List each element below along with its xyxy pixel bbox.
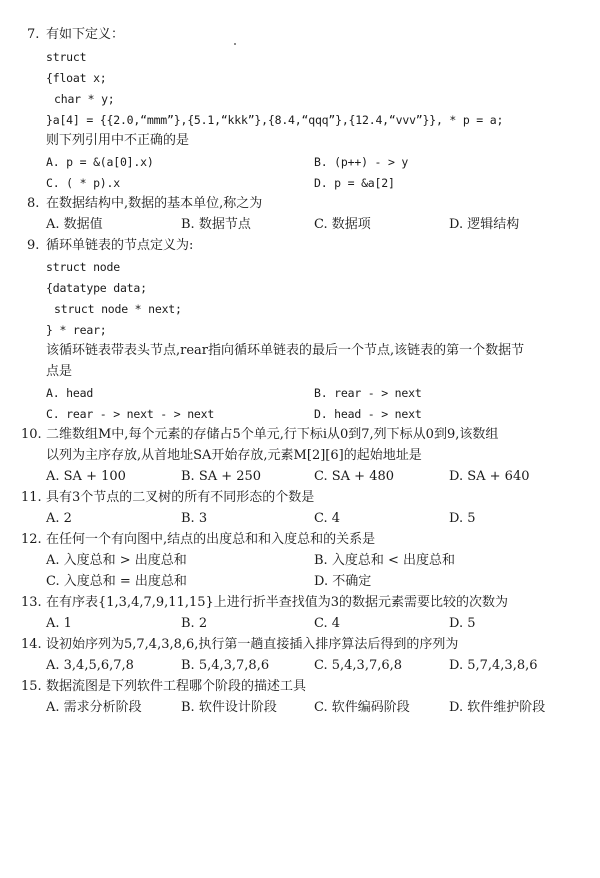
q14-stem: 设初始序列为5,7,4,3,8,6,执行第一趟直接插入排序算法后得到的序列为: [46, 637, 459, 652]
q15-number: 15.: [21, 679, 42, 694]
q7-stem: 有如下定义：: [46, 27, 125, 42]
q14-option-b: B. 5,4,3,7,8,6: [181, 658, 270, 673]
q11-option-a: A. 2: [46, 511, 72, 526]
q13-option-a: A. 1: [46, 616, 72, 631]
q9-number: 9.: [27, 238, 40, 253]
q12-option-c: C. 入度总和 = 出度总和: [46, 574, 187, 589]
q7-option-c: C. ( * p).x: [46, 176, 120, 190]
q15-option-c: C. 软件编码阶段: [314, 700, 410, 715]
q14-number: 14.: [21, 637, 42, 652]
q7-code-line-4: }a[4] = {{2.0,“mmm”},{5.1,“kkk”},{8.4,“qqq”},{12.4,“vvv”}}, * p = a;: [46, 113, 504, 127]
q11-stem: 具有3个节点的二叉树的所有不同形态的个数是: [46, 490, 315, 505]
q7-stem-2: 则下列引用中不正确的是: [46, 133, 190, 148]
q7-number: 7.: [27, 27, 40, 42]
q9-option-a: A. head: [46, 386, 94, 400]
q9-option-c: C. rear - > next - > next: [46, 407, 215, 421]
q8-option-d: D. 逻辑结构: [449, 217, 520, 232]
q11-option-d: D. 5: [449, 511, 476, 526]
q13-option-b: B. 2: [181, 616, 208, 631]
q12-option-d: D. 不确定: [314, 574, 372, 589]
q9-code-line-3: struct node * next;: [54, 302, 182, 316]
q11-option-c: C. 4: [314, 511, 341, 526]
q9-option-b: B. rear - > next: [314, 386, 422, 400]
q13-stem: 在有序表{1,3,4,7,9,11,15}上进行折半查找值为3的数据元素需要比较的次数为: [46, 595, 509, 610]
q10-option-c: C. SA + 480: [314, 469, 395, 484]
q10-option-b: B. SA + 250: [181, 469, 262, 484]
scan-speck: [234, 43, 236, 45]
q8-option-b: B. 数据节点: [181, 217, 251, 232]
q9-stem: 循环单链表的节点定义为:: [46, 238, 194, 253]
q14-option-d: D. 5,7,4,3,8,6: [449, 658, 538, 673]
q14-option-a: A. 3,4,5,6,7,8: [46, 658, 134, 673]
q11-number: 11.: [21, 490, 42, 505]
q12-option-b: B. 入度总和 < 出度总和: [314, 553, 455, 568]
q8-number: 8.: [27, 196, 40, 211]
q7-option-b: B. (p++) - > y: [314, 155, 409, 169]
q13-option-c: C. 4: [314, 616, 341, 631]
q8-option-c: C. 数据项: [314, 217, 371, 232]
q15-stem: 数据流图是下列软件工程哪个阶段的描述工具: [46, 679, 307, 694]
q12-stem: 在任何一个有向图中,结点的出度总和和入度总和的关系是: [46, 532, 376, 547]
q10-option-d: D. SA + 640: [449, 469, 530, 484]
q12-option-a: A. 入度总和 > 出度总和: [46, 553, 187, 568]
q10-number: 10.: [21, 427, 42, 442]
q7-option-a: A. p = &(a[0].x): [46, 155, 154, 169]
q7-code-line-2: {float x;: [46, 71, 107, 85]
q13-number: 13.: [21, 595, 42, 610]
q7-code-line-3: char * y;: [54, 92, 115, 106]
q9-option-d: D. head - > next: [314, 407, 422, 421]
q8-stem: 在数据结构中,数据的基本单位,称之为: [46, 196, 263, 211]
q10-option-a: A. SA + 100: [46, 469, 126, 484]
q7-code-line-1: struct: [46, 50, 87, 64]
q14-option-c: C. 5,4,3,7,6,8: [314, 658, 403, 673]
q8-option-a: A. 数据值: [46, 217, 103, 232]
q10-stem: 二维数组M中,每个元素的存储占5个单元,行下标i从0到7,列下标从0到9,该数组: [46, 427, 499, 442]
q12-number: 12.: [21, 532, 42, 547]
q9-stem-3: 点是: [46, 364, 73, 379]
q9-code-line-2: {datatype data;: [46, 281, 147, 295]
q10-stem-2: 以列为主序存放,从首地址SA开始存放,元素M[2][6]的起始地址是: [46, 448, 422, 463]
q9-code-line-4: } * rear;: [46, 323, 107, 337]
q7-option-d: D. p = &a[2]: [314, 176, 395, 190]
q9-stem-2: 该循环链表带表头节点,rear指向循环单链表的最后一个节点,该链表的第一个数据节: [46, 343, 525, 358]
q13-option-d: D. 5: [449, 616, 476, 631]
q11-option-b: B. 3: [181, 511, 208, 526]
q15-option-d: D. 软件维护阶段: [449, 700, 546, 715]
q15-option-b: B. 软件设计阶段: [181, 700, 277, 715]
q15-option-a: A. 需求分析阶段: [46, 700, 142, 715]
q9-code-line-1: struct node: [46, 260, 120, 274]
